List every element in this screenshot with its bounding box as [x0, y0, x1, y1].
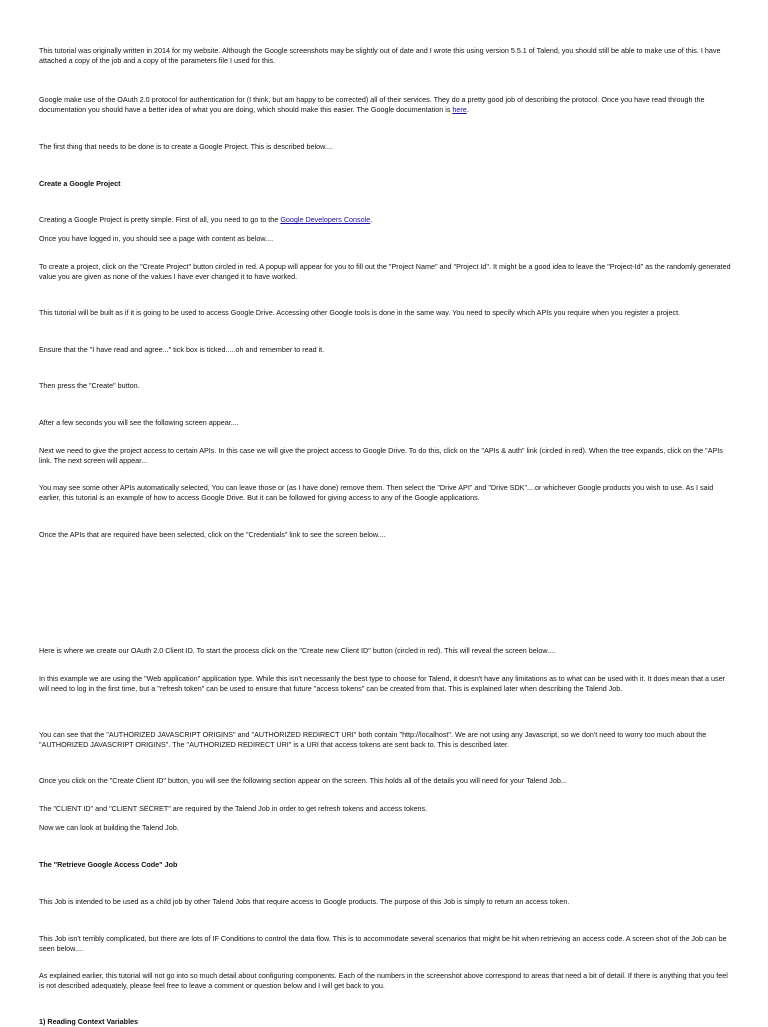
other-apis-paragraph: You may see some other APIs automatically selected, You can leave those or (as I have done) remove them. Then select the "Drive API" and "Drive SDK"....or whichever Google products you wish to use. As I said earlier, this tutorial is an example of how to access Google Drive. But it can be followed for giving access to any of the Google applications.	[39, 483, 714, 502]
heading-reading-context-variables: 1) Reading Context Variables	[39, 1017, 139, 1026]
apis-access-paragraph: Next we need to give the project access to certain APIs. In this case we will give the project access to Google Drive. To do this, click on the "APIs & auth" link (circled in red). When the tree expands, click on the "APIs link. The next screen will appear...	[39, 446, 723, 465]
intro-paragraph: This tutorial was originally written in 2014 for my website. Although the Google screenshots may be slightly out of date and I wrote this using version 5.5.1 of Talend, you should still be able to make use of this. I have attached a copy of the job and a copy of the parameters file I used for this.	[39, 46, 721, 65]
google-drive-paragraph: This tutorial will be built as if it is going to be used to access Google Drive. Accessing other Google tools is done in the same way. You need to specify which APIs you require when you register a project.	[39, 308, 681, 317]
configuring-components-paragraph: As explained earlier, this tutorial will not go into so much detail about configuring components. Each of the numbers in the screenshot above correspond to areas that need a bit of detail. If there is anything that you feel is not described adequately, please feel free to leave a comment or question below and I will get back to you.	[39, 971, 728, 990]
screen-appear-paragraph: After a few seconds you will see the following screen appear....	[39, 418, 239, 427]
authorized-origins-paragraph: You can see that the "AUTHORIZED JAVASCRIPT ORIGINS" and "AUTHORIZED REDIRECT URI" both contain "http://localhost". We are not using any Javascript, so we don't need to worry too much about the "AUTHORIZED JAVASCRIPT ORIGINS". The "AUTHORIZED REDIRECT URI" is a URI that access tokens are sent back to. This is described later.	[39, 730, 707, 749]
console-text: Creating a Google Project is pretty simple. First of all, you need to go to the	[39, 215, 281, 224]
google-docs-link[interactable]: here	[452, 104, 467, 114]
tick-box-paragraph: Ensure that the "I have read and agree..." tick box is ticked.....oh and remember to read it.	[39, 345, 325, 354]
credentials-paragraph: Once the APIs that are required have been selected, click on the "Credentials" link to see the screen below....	[39, 530, 386, 539]
heading-retrieve-access-code-job: The "Retrieve Google Access Code" Job	[39, 860, 178, 869]
google-developers-console-link[interactable]: Google Developers Console	[280, 215, 371, 224]
create-button-paragraph: Then press the "Create" button.	[39, 381, 140, 390]
create-project-paragraph	[39, 215, 733, 225]
building-job-paragraph: Now we can look at building the Talend Job.	[39, 823, 179, 832]
logged-in-paragraph: Once you have logged in, you should see a page with content as below....	[39, 234, 274, 243]
client-id-paragraph: Here is where we create our OAuth 2.0 Client ID. To start the process click on the "Create new Client ID" button (circled in red). This will reveal the screen below....	[39, 646, 556, 655]
oauth-end: .	[466, 104, 469, 114]
client-secret-paragraph: The "CLIENT ID" and "CLIENT SECRET" are required by the Talend Job in order to get refresh tokens and access tokens.	[39, 804, 428, 813]
oauth-text: Google make use of the OAuth 2.0 protocol for authentication for (I think, but am happy to be corrected) all of their services. They do a pretty good job of describing the protocol. Once you have read through the documentation you should have a better idea of what you are doing, which should make this easier. The Google documentation is	[39, 95, 705, 114]
heading-create-project: Create a Google Project	[39, 179, 121, 188]
first-step-paragraph: The first thing that needs to be done is to create a Google Project. This is described below....	[39, 142, 333, 151]
web-application-paragraph: In this example we are using the "Web application" application type. While this isn't necessarily the best type to choose for Talend, it doesn't have any limitations as to what can be used with it. It does mean that a user will need to log in the first time, but a "refresh token" can be used to ensure that future "access tokens" can be created from that. This is explained later when describing the Talend Job.	[39, 674, 725, 693]
console-end: .	[370, 215, 373, 224]
client-id-details-paragraph: Once you click on the "Create Client ID" button, you will see the following section appear on the screen. This holds all of the details you will need for your Talend Job...	[39, 776, 567, 785]
create-project-button-paragraph: To create a project, click on the "Create Project" button circled in red. A popup will appear for you to fill out the "Project Name" and "Project Id". It might be a good idea to leave the "Project-Id" as the randomly generated value you are given as none of the values I have ever changed it to have worked.	[39, 262, 731, 281]
child-job-paragraph: This Job is intended to be used as a child job by other Talend Jobs that require access to Google products. The purpose of this Job is simply to return an access token.	[39, 897, 570, 906]
oauth-paragraph	[39, 95, 733, 114]
if-conditions-paragraph: This Job isn't terribly complicated, but there are lots of IF Conditions to control the data flow. This is to accommodate several scenarios that might be hit when retrieving an access code. A screen shot of the Job can be seen below....	[39, 934, 727, 953]
